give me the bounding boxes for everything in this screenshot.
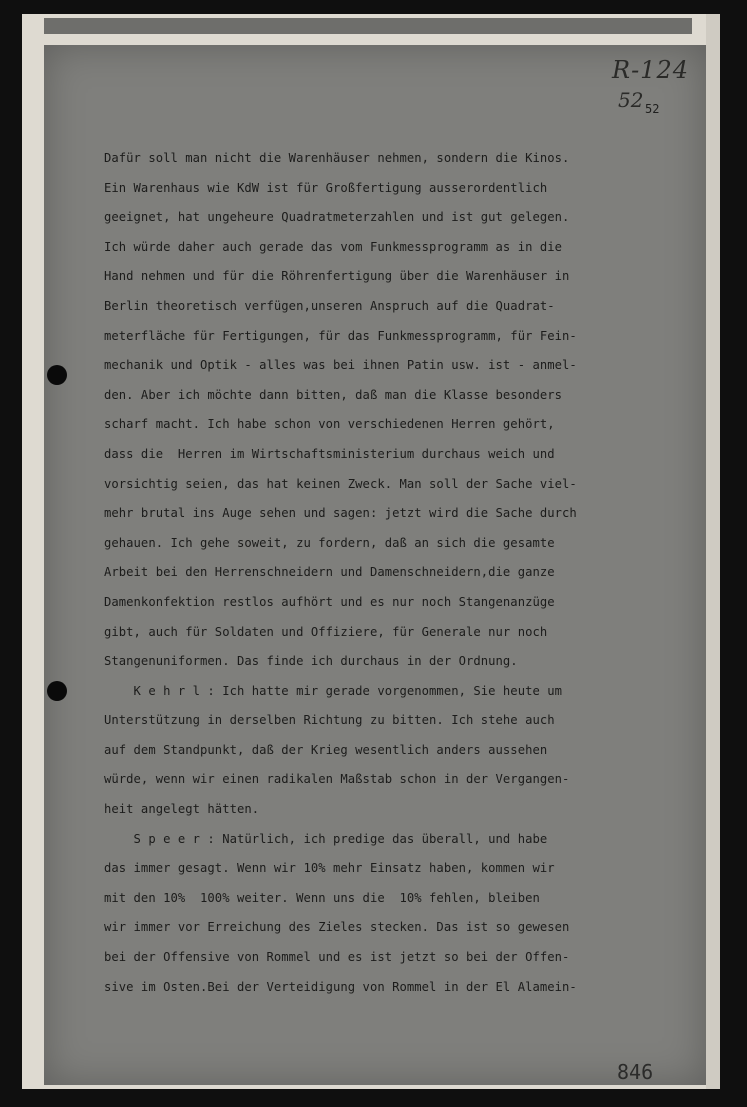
text-line: das immer gesagt. Wenn wir 10% mehr Einsatz haben, kommen wir [104, 861, 555, 876]
handwritten-archive-mark: R-124 [612, 56, 689, 84]
punch-hole-top [47, 365, 67, 385]
text-line: wir immer vor Erreichung des Zieles stecken. Das ist so gewesen [104, 920, 570, 935]
text-line: meterfläche für Fertigungen, für das Funkmessprogramm, für Fein- [104, 328, 577, 343]
top-paper-strip [44, 18, 692, 34]
text-line: Unterstützung in derselben Richtung zu bitten. Ich stehe auch [104, 713, 555, 728]
text-line: heit angelegt hätten. [104, 802, 260, 817]
text-line: sive im Osten.Bei der Verteidigung von Rommel in der El Alamein- [104, 979, 577, 994]
document-body [104, 144, 704, 1002]
text-line: gehauen. Ich gehe soweit, zu fordern, daß an sich die gesamte [104, 535, 555, 550]
text-line: würde, wenn wir einen radikalen Maßstab schon in der Vergangen- [104, 772, 570, 787]
text-line: S p e e r : Natürlich, ich predige das überall, und habe [104, 831, 548, 846]
text-line: vorsichtig seien, das hat keinen Zweck. Man soll der Sache viel- [104, 476, 577, 491]
text-line: K e h r l : Ich hatte mir gerade vorgenommen, Sie heute um [104, 683, 563, 698]
text-line: mit den 10% 100% weiter. Wenn uns die 10% fehlen, bleiben [104, 890, 540, 905]
text-line: Ein Warenhaus wie KdW ist für Großfertigung ausserordentlich [104, 180, 548, 195]
text-line: dass die Herren im Wirtschaftsministerium durchaus weich und [104, 446, 555, 461]
text-line: mechanik und Optik - alles was bei ihnen Patin usw. ist - anmel- [104, 358, 577, 373]
text-line: Stangenuniformen. Das finde ich durchaus in der Ordnung. [104, 654, 518, 669]
text-line: gibt, auch für Soldaten und Offiziere, für Generale nur noch [104, 624, 548, 639]
text-line: Ich würde daher auch gerade das vom Funkmessprogramm as in die [104, 239, 563, 254]
text-line: geeignet, hat ungeheure Quadratmeterzahlen und ist gut gelegen. [104, 210, 570, 225]
punch-hole-bottom [47, 681, 67, 701]
handwritten-archive-sub: 52 [618, 88, 644, 112]
text-line: Hand nehmen und für die Röhrenfertigung über die Warenhäuser in [104, 269, 570, 284]
paper-edge [706, 14, 720, 1089]
text-line: Berlin theoretisch verfügen,unseren Anspruch auf die Quadrat- [104, 298, 555, 313]
text-line: den. Aber ich möchte dann bitten, daß man die Klasse besonders [104, 387, 563, 402]
folio-number: 846 [617, 1060, 654, 1084]
page-number: 52 [645, 102, 660, 116]
text-line: scharf macht. Ich habe schon von verschiedenen Herren gehört, [104, 417, 555, 432]
text-line: Dafür soll man nicht die Warenhäuser nehmen, sondern die Kinos. [104, 151, 570, 165]
text-line: mehr brutal ins Auge sehen und sagen: jetzt wird die Sache durch [104, 506, 577, 521]
text-line: Damenkonfektion restlos aufhört und es nur noch Stangenanzüge [104, 594, 555, 609]
text-line: bei der Offensive von Rommel und es ist jetzt so bei der Offen- [104, 950, 570, 965]
text-line: Arbeit bei den Herrenschneidern und Damenschneidern,die ganze [104, 565, 555, 580]
text-line: auf dem Standpunkt, daß der Krieg wesentlich anders aussehen [104, 742, 548, 757]
